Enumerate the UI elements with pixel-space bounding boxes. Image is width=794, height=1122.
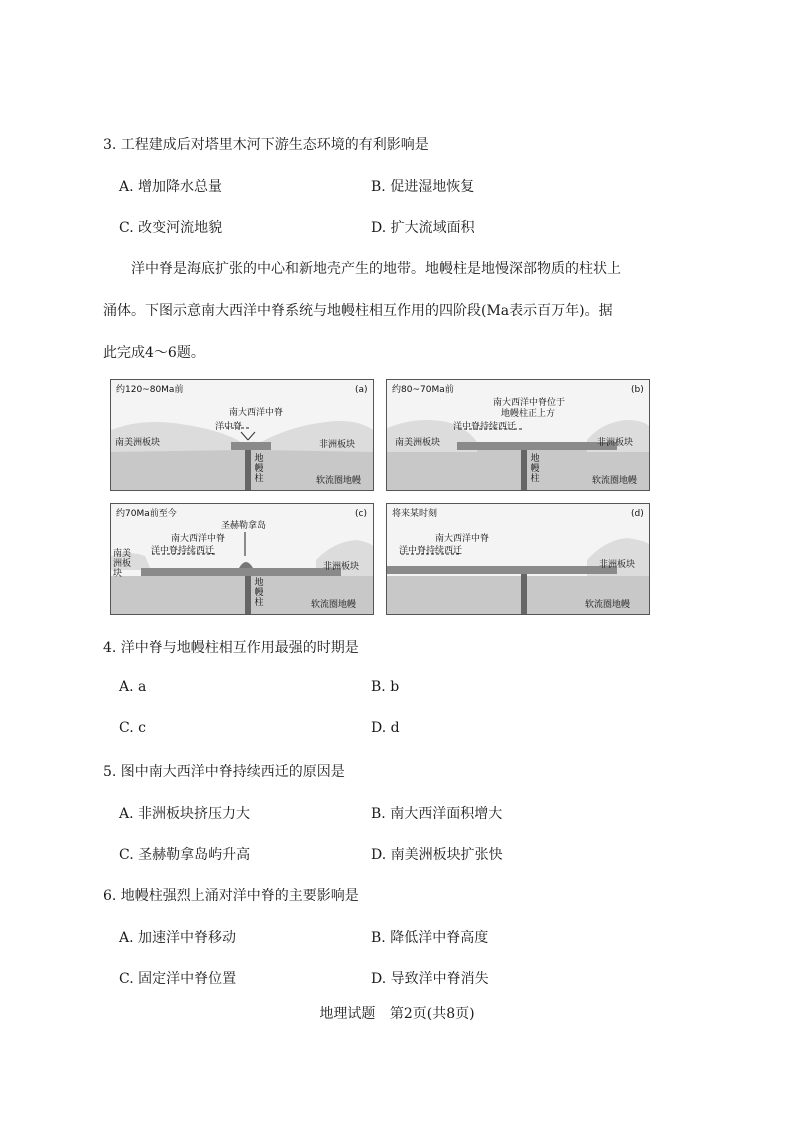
q6-option-d[interactable]: D. 导致洋中脊消失 — [371, 971, 489, 987]
question-5-stem: 5. 图中南大西洋中脊持续西迁的原因是 — [103, 764, 345, 780]
panel-b-asthenosphere: 软流圈地幔 — [592, 476, 638, 486]
panel-c-plume-label: 地幔柱 — [254, 578, 264, 608]
footer-page-number: 第2页(共8页) — [389, 1006, 475, 1022]
q4-option-d[interactable]: D. d — [371, 720, 400, 736]
panel-d-ridge: 南大西洋中脊 — [435, 534, 490, 544]
q3-option-c[interactable]: C. 改变河流地貌 — [119, 220, 223, 236]
q6-option-a[interactable]: A. 加速洋中脊移动 — [119, 930, 237, 946]
intro-line-2: 涌体。下图示意南大西洋中脊系统与地幔柱相互作用的四阶段(Ma表示百万年)。据 — [103, 303, 613, 319]
panel-a-sa-plate: 南美洲板块 — [115, 438, 161, 448]
panel-b-time: 约80~70Ma前 — [392, 385, 454, 395]
q4-option-c[interactable]: C. c — [119, 720, 146, 736]
panel-b-note-1: 南大西洋中脊位于 — [493, 398, 566, 408]
q4-option-b[interactable]: B. b — [371, 679, 400, 695]
question-4-stem: 4. 洋中脊与地幔柱相互作用最强的时期是 — [103, 640, 359, 656]
panel-c-ridge-move: 洋中脊持续西迁 — [151, 546, 215, 556]
panel-a-diagram — [111, 380, 373, 490]
panel-c-af-plate: 非洲板块 — [323, 562, 360, 572]
panel-a-af-plate: 非洲板块 — [319, 440, 356, 450]
panel-b-plume-label: 地幔柱 — [530, 454, 540, 484]
question-3-stem: 3. 工程建成后对塔里木河下游生态环境的有利影响是 — [103, 137, 429, 153]
panel-c-time: 约70Ma前至今 — [116, 509, 177, 519]
panel-a-tag: (a) — [355, 385, 368, 395]
panel-d-asthenosphere: 软流圈地幔 — [585, 600, 631, 610]
panel-d-time: 将来某时刻 — [392, 509, 438, 519]
panel-d-ridge-move: 洋中脊持续西迁 — [399, 546, 463, 556]
panel-b-tag: (b) — [631, 385, 644, 395]
panel-a-asthenosphere: 软流圈地幔 — [316, 476, 362, 486]
q3-option-a[interactable]: A. 增加降水总量 — [119, 179, 223, 195]
q6-option-b[interactable]: B. 降低洋中脊高度 — [371, 930, 489, 946]
figure-panel-c — [110, 503, 374, 615]
panel-b-sa-plate: 南美洲板块 — [395, 438, 441, 448]
panel-c-ridge: 南大西洋中脊 — [171, 534, 226, 544]
panel-c-sa-plate: 南美洲板块 — [113, 549, 132, 579]
q5-option-a[interactable]: A. 非洲板块挤压力大 — [119, 806, 251, 822]
q5-option-d[interactable]: D. 南美洲板块扩张快 — [371, 847, 503, 863]
footer-subject: 地理试题 — [319, 1006, 376, 1022]
panel-c-asthenosphere: 软流圈地幔 — [311, 600, 357, 610]
panel-a-time: 约120~80Ma前 — [116, 385, 184, 395]
figure-panel-b — [386, 379, 650, 491]
panel-a-ridge-short: 洋中脊 — [215, 422, 243, 432]
page-footer — [0, 1003, 794, 1023]
panel-b-af-plate: 非洲板块 — [597, 438, 634, 448]
q3-option-b[interactable]: B. 促进湿地恢复 — [371, 179, 475, 195]
q6-option-c[interactable]: C. 固定洋中脊位置 — [119, 971, 237, 987]
panel-b-note-2: 地幔柱正上方 — [501, 409, 556, 419]
q5-option-b[interactable]: B. 南大西洋面积增大 — [371, 806, 503, 822]
question-6-stem: 6. 地幔柱强烈上涌对洋中脊的主要影响是 — [103, 888, 359, 904]
figure-panel-a — [110, 379, 374, 491]
panel-b-ridge-move: 洋中脊持续西迁 — [453, 422, 517, 432]
panel-c-island: 圣赫勒拿岛 — [221, 521, 267, 531]
q4-option-a[interactable]: A. a — [119, 679, 147, 695]
panel-d-af-plate: 非洲板块 — [599, 560, 636, 570]
panel-a-ridge-label: 南大西洋中脊 — [229, 408, 284, 418]
panel-d-diagram — [387, 504, 649, 614]
panel-c-tag: (c) — [355, 509, 367, 519]
panel-a-plume-label: 地幔柱 — [254, 454, 264, 484]
q3-option-d[interactable]: D. 扩大流域面积 — [371, 220, 475, 236]
panel-b-diagram — [387, 380, 649, 490]
intro-line-3: 此完成4～6题。 — [103, 345, 205, 361]
q5-option-c[interactable]: C. 圣赫勒拿岛屿升高 — [119, 847, 251, 863]
panel-d-tag: (d) — [631, 509, 644, 519]
figure-panel-d — [386, 503, 650, 615]
intro-line-1: 洋中脊是海底扩张的中心和新地壳产生的地带。地幔柱是地慢深部物质的柱状上 — [131, 261, 621, 277]
